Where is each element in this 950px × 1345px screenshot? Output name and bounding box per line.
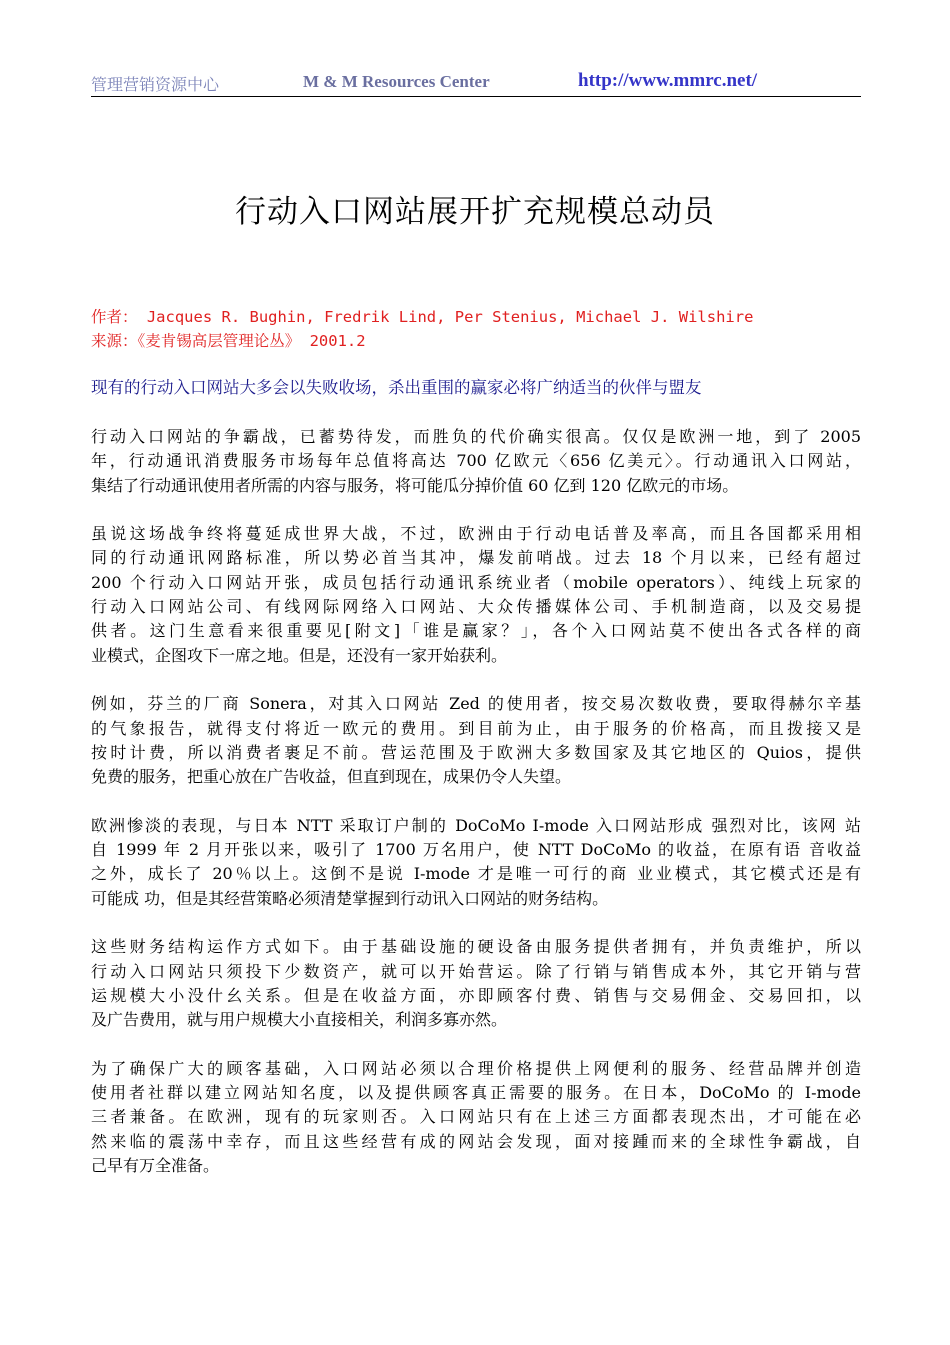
paragraph-line: 这些财务结构运作方式如下。由于基础设施的硬设备由服务提供者拥有，并负责维护，所以 xyxy=(91,937,861,957)
article-body xyxy=(91,425,861,1203)
paragraph-line: 行动入口网站只须投下少数资产，就可以开始营运。除了行销与销售成本外，其它开销与营 xyxy=(91,961,861,981)
paragraph-line: 免费的服务，把重心放在广告收益，但直到现在，成果仍令人失望。 xyxy=(91,767,572,787)
paragraph-line: 集结了行动通讯使用者所需的内容与服务，将可能瓜分掉价值 60 亿到 120 亿欧元的市场。 xyxy=(91,475,739,495)
paragraph xyxy=(91,814,861,911)
paragraph-line: 业模式，企图攻下一席之地。但是，还没有一家开始获利。 xyxy=(91,645,508,665)
paragraph xyxy=(91,692,861,789)
paragraph-line: 按时计费，所以消费者裹足不前。营运范围及于欧洲大多数国家及其它地区的 Quios，提供 xyxy=(91,742,861,762)
paragraph-line: 使用者社群以建立网站知名度，以及提供顾客真正需要的服务。在日本，DoCoMo 的 I-mode xyxy=(91,1083,861,1103)
article-meta xyxy=(91,305,861,353)
paragraph-line: 年，行动通讯消费服务市场每年总值将高达 700 亿欧元〈656 亿美元〉。行动通讯入口网站， xyxy=(91,451,861,471)
paragraph-line: 之外，成长了 20％以上。这倒不是说 I-mode 才是唯一可行的商 业业模式，其它模式还是有 xyxy=(91,864,861,884)
article-title: 行动入口网站展开扩充规模总动员 xyxy=(235,194,715,230)
header-org-chinese: 管理营销资源中心 xyxy=(91,75,220,94)
paragraph-line: 供者。这门生意看来很重要见[附文]「谁是赢家？」，各个入口网站莫不使出各式各样的商 xyxy=(91,621,861,641)
paragraph-line: 的气象报告，就得支付将近一欧元的费用。到目前为止，由于服务的价格高，而且拨接又是 xyxy=(91,718,861,738)
header-org-english: M & M Resources Center xyxy=(303,72,490,91)
paragraph-line: 可能成 功，但是其经营策略必须清楚掌握到行动讯入口网站的财务结构。 xyxy=(91,888,609,908)
paragraph-line: 己早有万全准备。 xyxy=(91,1155,220,1175)
paragraph-line: 为了确保广大的顾客基础，入口网站必须以合理价格提供上网便利的服务、经营品牌并创造 xyxy=(91,1058,861,1078)
paragraph-line: 三者兼备。在欧洲，现有的玩家则否。入口网站只有在上述三方面都表现杰出，才可能在必 xyxy=(91,1107,861,1127)
paragraph xyxy=(91,1057,861,1178)
paragraph xyxy=(91,935,861,1032)
paragraph-line: 例如，芬兰的厂商 Sonera，对其入口网站 Zed 的使用者，按交易次数收费，要取得赫尔辛基 xyxy=(91,694,861,714)
paragraph-line: 虽说这场战争终将蔓延成世界大战，不过，欧洲由于行动电话普及率高，而且各国都采用相 xyxy=(91,524,861,544)
source-line: 来源：《麦肯锡高层管理论丛》 2001.2 xyxy=(91,332,366,350)
paragraph-line: 行动入口网站公司、有线网际网络入口网站、大众传播媒体公司、手机制造商，以及交易提 xyxy=(91,597,861,617)
author-line: 作者： Jacques R. Bughin, Fredrik Lind, Per Stenius, Michael J. Wilshire xyxy=(91,308,754,326)
paragraph xyxy=(91,522,861,668)
paragraph-line: 同的行动通讯网路标准，所以势必首当其冲，爆发前哨战。过去 18 个月以来，已经有超过 xyxy=(91,548,861,568)
paragraph-line: 200 个行动入口网站开张，成员包括行动通讯系统业者（mobile operators）、纯线上玩家的 xyxy=(91,572,861,592)
paragraph-line: 然来临的震荡中幸存，而且这些经营有成的网站会发现，面对接踵而来的全球性争霸战，自 xyxy=(91,1131,861,1151)
header-url-link[interactable]: http://www.mmrc.net/ xyxy=(578,70,758,91)
paragraph-line: 运规模大小没什幺关系。但是在收益方面，亦即顾客付费、销售与交易佣金、交易回扣，以 xyxy=(91,985,861,1005)
article-lead: 现有的行动入口网站大多会以失败收场，杀出重围的赢家必将广纳适当的伙伴与盟友 xyxy=(91,378,702,397)
paragraph-line: 欧洲惨淡的表现，与日本 NTT 采取订户制的 DoCoMo I-mode 入口网站形成 强烈对比，该网 站 xyxy=(91,815,861,835)
paragraph-line: 自 1999 年 2 月开张以来，吸引了 1700 万名用户，使 NTT DoCoMo 的收益，在原有语 音收益 xyxy=(91,840,861,860)
paragraph-line: 及广告费用，就与用户规模大小直接相关，利润多寡亦然。 xyxy=(91,1010,508,1030)
paragraph-line: 行动入口网站的争霸战，已蓄势待发，而胜负的代价确实很高。仅仅是欧洲一地，到了 2005 xyxy=(91,427,861,446)
paragraph xyxy=(91,425,861,498)
page-header xyxy=(91,70,861,97)
